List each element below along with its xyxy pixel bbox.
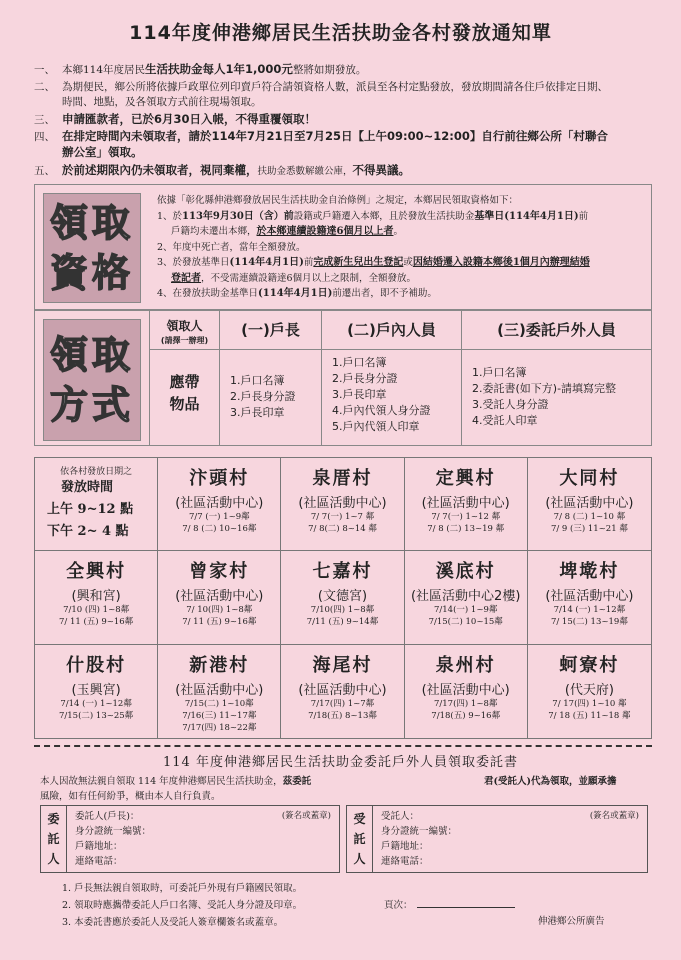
village-venue: (玉興宮) [71,682,121,698]
form-statement-line1-end: 君(受託人)代為領取，並願承擔 [484,776,617,787]
page-title: 114年度伸港鄉居民生活扶助金各村發放通知單 [129,22,552,44]
cut-line [34,745,652,747]
form-note-1: 1. 戶長無法親自領取時，可委託戶外現有戶籍國民領取。 [62,883,303,894]
method-label-2: 方式 [49,383,134,427]
village-date-1: 7/ 17(四) 1~10 鄰 [552,698,627,709]
village-cell [35,645,158,738]
receiver-column [149,311,219,445]
village-date-2: 7/ 8 (二) 13~19 鄰 [427,524,505,534]
method-label [43,319,141,441]
form-statement-line2: 風險，如有任何紛爭，概由本人自行負責。 [40,791,221,802]
village-venue: (興和宮) [71,589,121,605]
qualification-item-4: 4、在發放扶助金基準日(114年4月1日)前遷出者，即不予補助。 [157,288,437,299]
notice-2-line2: 時間、地點，及各領取方式前往現場領取。 [62,96,262,108]
method-col-household-member-head: (二)戶內人員 [347,321,436,339]
trustee-phone-field[interactable]: 連絡電話： [381,856,429,867]
village-date-1: 7/10(四) 1~8鄰 [310,605,375,616]
method-col-entrusted [461,311,651,445]
trustee-address-field[interactable]: 戶籍地址： [381,841,429,852]
village-name: 什股村 [66,654,127,676]
village-venue: (社區活動中心) [175,682,264,698]
village-cell [158,645,281,738]
village-date-3: 7/17(四) 18~22鄰 [182,722,257,733]
method-col-household-member-list: 1.戶口名簿 2.戶長身分證 3.戶長印章 4.戶內代領人身分證 5.戶內代領人印章 [332,356,431,433]
village-date-2: 7/ 11 (五) 9~16鄰 [182,617,257,628]
village-date-2: 7/15(二) 10~15鄰 [428,617,503,628]
village-date-2: 7/11 (五) 9~14鄰 [306,617,379,628]
qualification-item-1: 1、於113年9月30日（含）前設籍或戶籍遷入本鄉，且於發放生活扶助金基準日(114年4月1日)前 [157,210,589,222]
qualification-label [43,193,141,303]
village-date-2: 7/18(五) 9~16鄰 [431,710,501,721]
village-cell [281,645,404,738]
village-cell [405,551,528,644]
village-name: 蚵寮村 [559,654,620,676]
trustee-fields [381,809,457,869]
village-date-1: 7/17(四) 1~8鄰 [434,698,498,709]
notice-5-c: 不得異議。 [352,163,411,177]
method-box [34,310,652,446]
method-col-householder [219,311,321,445]
notice-5-a: 於前述期限內仍未領取者，視同棄權， [62,163,258,177]
schedule-heading: 發放時間 [61,480,114,495]
village-date-1: 7/ 7(一) 1~7 鄰 [310,512,375,522]
village-date-1: 7/15(二) 1~10鄰 [184,698,254,709]
qualification-label-1: 領取 [49,201,134,245]
notice-3 [34,112,316,128]
notice-5-num: 五、 [34,165,55,177]
notice-3-b: 不得重覆領取！ [235,112,317,126]
schedule-time-cell [35,458,158,551]
notice-1-b: 生活扶助金每人1年1,000元 [145,62,293,76]
footer-issuer: 伸港鄉公所廣告 [538,916,605,927]
notice-1-c: 整將如期發放。 [292,64,367,76]
form-title: 114 年度伸港鄉居民生活扶助金委託戶外人員領取委託書 [163,755,518,770]
village-venue: (社區活動中心) [421,496,510,511]
village-date-1: 7/7 (一) 1~9鄰 [188,512,250,522]
method-col-householder-head: (一)戶長 [241,321,300,339]
notice-2-line1: 為期便民，鄉公所將依據戶政單位列印賣戶符合請領資格人數，派員至各村定點發放，發放期間請各住戶依排定日期、 [62,81,608,93]
schedule-am: 上午 9~12 點 [47,502,134,517]
village-venue: (社區活動中心) [545,589,634,605]
qualification-item-3: 3、於發放基準日(114年4月1日)前完成新生兒出生登記或因結婚遷入設籍本鄉後1個月內辦理結婚 [157,257,590,268]
receiver-label: 領取人 [166,319,203,333]
notice-4-num: 四、 [34,131,55,143]
village-cell [158,551,281,644]
trustee-id-field[interactable]: 身分證統一編號： [381,826,458,837]
qualification-label-2: 資格 [49,251,134,295]
entrustor-fields [75,809,151,869]
village-cell [158,458,281,551]
schedule-pm: 下午 2~ 4 點 [47,524,129,539]
village-name: 新港村 [189,654,250,676]
form-note-2: 2. 領取時應攜帶委託人戶口名簿、受託人身分證及印章。 [62,900,303,911]
notice-2-num: 二、 [34,81,55,93]
village-name: 定興村 [435,468,496,489]
village-date-1: 7/17(四) 1~7鄰 [310,698,375,709]
method-col-household-member [321,311,461,445]
method-col-entrusted-head: (三)委託戶外人員 [497,321,616,339]
qualification-item-3-cont: 登記者，不受需連續設籍達6個月以上之限制，全額發放。 [171,272,417,284]
entrustor-side-label: 委 託 人 [41,806,67,872]
village-date-1: 7/14(一) 1~9鄰 [434,605,498,616]
trustee-side-label: 受 託 人 [347,806,373,872]
village-venue: (社區活動中心) [298,682,387,698]
village-cell [405,645,528,738]
village-date-2: 7/ 15(二) 13~19鄰 [550,617,628,628]
qualification-intro: 依據「彰化縣伸港鄉發放居民生活扶助金自治條例」之規定，本鄉居民領取資格如下： [157,195,519,206]
village-name: 泉州村 [435,654,496,676]
form-statement-line1: 本人因故無法親自領取 114 年度伸港鄉居民生活扶助金，茲委託 [40,776,312,787]
village-venue: (代天府) [564,682,614,698]
village-name: 汴頭村 [189,468,250,489]
method-label-1: 領取 [49,333,134,377]
notice-5 [34,163,410,179]
entrustor-phone-field[interactable]: 連絡電話： [75,856,123,867]
page-number-label: 頁次： [384,898,515,913]
entrustor-box [40,805,340,873]
village-date-1: 7/ 10(四) 1~8鄰 [186,605,253,616]
village-date-2: 7/ 9 (三) 11~21 鄰 [550,524,628,534]
form-note-3: 3. 本委託書應於委託人及受託人簽章欄簽名或蓋章。 [62,917,284,928]
village-cell [281,458,404,551]
village-venue: (社區活動中心) [421,682,510,698]
village-date-2: 7/ 18 (五) 11~18 鄰 [548,710,631,721]
village-name: 全興村 [66,561,127,583]
method-col-entrusted-list: 1.戶口名簿 2.委託書(如下方)-請填寫完整 3.受託人身分證 4.受託人印章 [472,366,617,427]
trustee-sign-label: (簽名或蓋章) [589,811,639,821]
notice-4 [34,129,608,161]
village-name: 海尾村 [312,654,373,676]
village-venue: (社區活動中心) [298,496,387,511]
village-venue: (社區活動中心) [175,589,264,605]
village-name: 七嘉村 [312,561,373,583]
village-cell [405,458,528,551]
village-date-2: 7/16(三) 11~17鄰 [182,710,257,721]
notice-5-b: 扶助金悉數解繳公庫， [257,166,353,177]
village-name: 大同村 [559,468,620,489]
qualification-item-1-cont: 戶籍均未遷出本鄉，於本鄉連續設籍達6個月以上者。 [171,226,403,237]
village-cell [281,551,404,644]
village-date-2: 7/18(五) 8~13鄰 [308,710,377,721]
village-venue: (文德宮) [317,589,368,605]
village-schedule-grid [34,457,652,739]
entrustor-id-field[interactable]: 身分證統一編號： [75,826,152,837]
notice-3-num: 三、 [34,114,55,126]
village-name: 埤墘村 [559,561,620,583]
notice-3-a: 申請匯款者，已於6月30日入帳， [62,112,236,126]
entrustor-sign-label: (簽名或蓋章) [281,811,331,821]
qualification-item-2: 2、年度中死亡者，當年全額發放。 [157,241,306,253]
village-name: 泉厝村 [312,468,373,489]
village-cell [528,645,651,738]
method-col-householder-list: 1.戶口名簿 2.戶長身分證 3.戶長印章 [230,374,296,419]
trustee-name-field[interactable]: 受託人： [381,811,420,822]
bring-items-label: 應帶 物品 [169,373,200,413]
notice-2 [34,80,608,110]
village-venue: (社區活動中心2樓) [410,589,521,605]
village-date-1: 7/10 (四) 1~8鄰 [63,605,130,616]
notice-1-num: 一、 [34,64,55,76]
village-date-2: 7/ 11 (五) 9~16鄰 [59,617,134,628]
entrustor-address-field[interactable]: 戶籍地址： [75,841,123,852]
village-date-1: 7/ 7(一) 1~12 鄰 [431,512,501,522]
village-date-1: 7/ 8 (二) 1~10 鄰 [553,512,626,522]
qualification-box [34,184,652,310]
notice-4-line2: 辦公室」領取。 [62,145,143,159]
village-cell [35,551,158,644]
village-date-2: 7/ 8 (二) 10~16鄰 [182,524,257,534]
village-name: 曾家村 [189,561,250,583]
village-cell [528,458,651,551]
notice-4-line1: 在排定時間內未領取者，請於114年7月21日至7月25日【上午09:00~12:00】自行前往鄉公所「村聯合 [62,129,608,143]
village-venue: (社區活動中心) [175,496,264,511]
village-date-2: 7/ 8(二) 8~14 鄰 [308,524,377,534]
village-date-1: 7/14 (一) 1~12鄰 [553,605,626,616]
village-date-1: 7/14 (一) 1~12鄰 [60,698,132,709]
notice-1 [34,62,366,78]
notice-1-a: 本鄉114年度居民 [62,64,146,76]
village-name: 溪底村 [435,561,496,583]
village-date-2: 7/15(二) 13~25鄰 [59,710,134,721]
schedule-note: 依各村發放日期之 [60,467,133,477]
village-venue: (社區活動中心) [545,496,634,511]
receiver-note: (請擇一辦理) [160,336,209,345]
qualification-text [157,193,647,302]
village-cell [528,551,651,644]
trustee-box [346,805,648,873]
entrustor-name-field[interactable]: 委託人(戶長)： [75,811,140,822]
